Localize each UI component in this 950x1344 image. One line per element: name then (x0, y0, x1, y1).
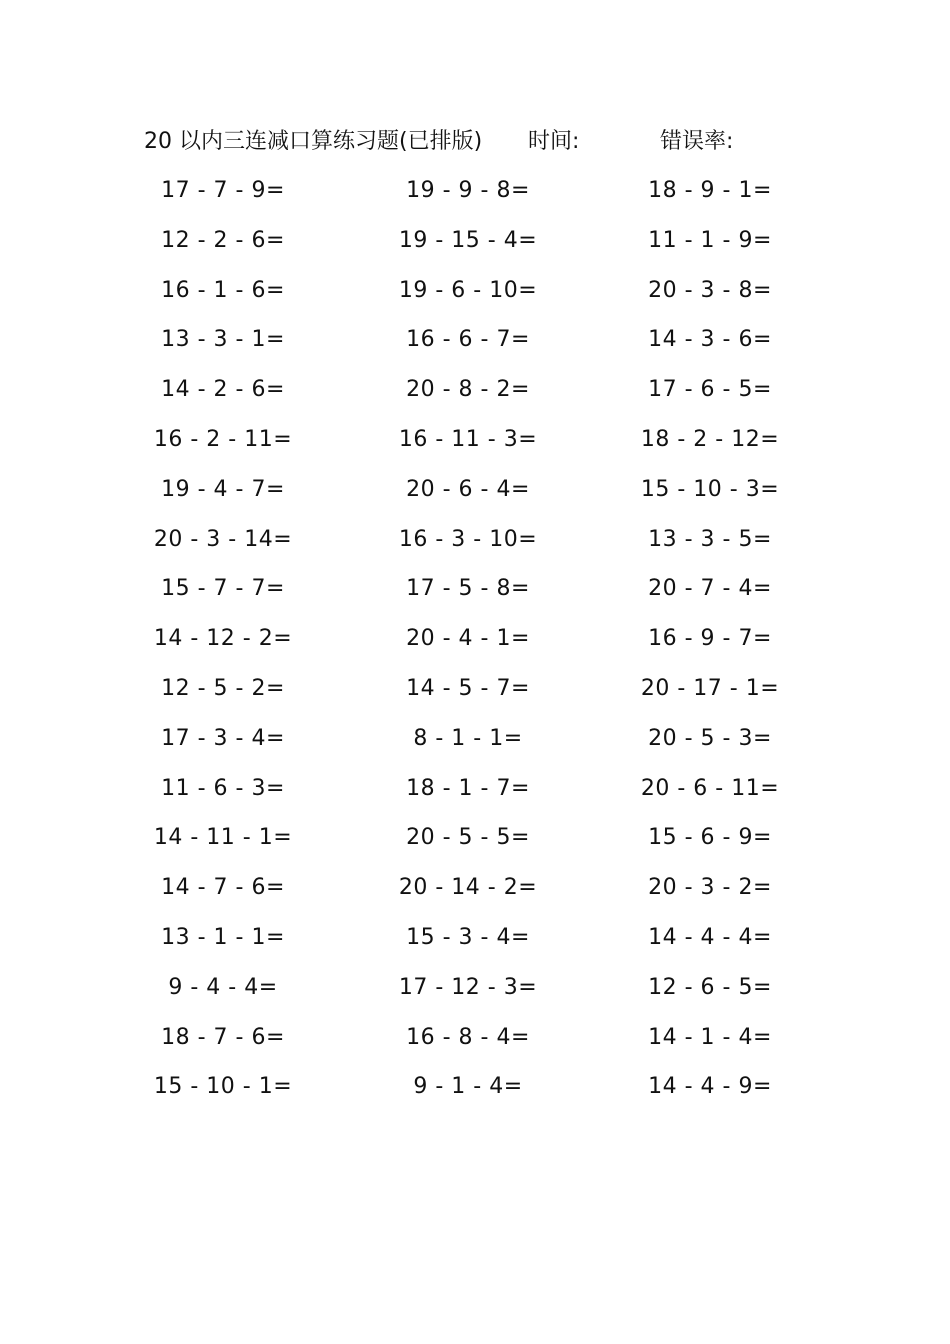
problem-item: 16 - 3 - 10= (398, 526, 538, 552)
problem-item: 13 - 3 - 1= (161, 327, 285, 353)
problem-item: 18 - 7 - 6= (161, 1024, 285, 1050)
problem-item: 14 - 1 - 4= (648, 1024, 772, 1050)
problem-row (0, 564, 950, 614)
problem-item: 17 - 7 - 9= (161, 178, 285, 203)
problem-item: 16 - 1 - 6= (161, 277, 285, 303)
problem-item: 12 - 6 - 5= (648, 974, 772, 1000)
problem-item: 18 - 2 - 12= (640, 426, 780, 452)
problem-item: 12 - 5 - 2= (161, 675, 285, 701)
problem-row (0, 515, 950, 565)
problem-item: 11 - 6 - 3= (161, 775, 285, 801)
problem-row (0, 216, 950, 266)
problem-item: 17 - 5 - 8= (406, 576, 530, 602)
problem-item: 14 - 5 - 7= (406, 675, 530, 701)
problem-item: 8 - 1 - 1= (413, 725, 523, 751)
problem-item: 14 - 4 - 4= (648, 924, 772, 950)
problem-item: 16 - 11 - 3= (398, 426, 538, 452)
problem-item: 19 - 4 - 7= (161, 476, 285, 502)
problem-item: 20 - 14 - 2= (398, 875, 538, 901)
problem-item: 16 - 9 - 7= (648, 626, 772, 652)
problem-item: 14 - 11 - 1= (153, 825, 293, 851)
problem-row (0, 1062, 950, 1112)
problem-row (0, 315, 950, 365)
problem-item: 19 - 6 - 10= (398, 277, 538, 303)
problem-item: 20 - 7 - 4= (648, 576, 772, 602)
problem-item: 14 - 7 - 6= (161, 875, 285, 901)
problem-item: 20 - 3 - 2= (648, 875, 772, 901)
problem-item: 15 - 6 - 9= (648, 825, 772, 851)
time-label: 时间: (528, 129, 580, 154)
problem-item: 14 - 4 - 9= (648, 1074, 772, 1100)
problem-item: 14 - 3 - 6= (648, 327, 772, 353)
problem-item: 16 - 2 - 11= (153, 426, 293, 452)
problem-item: 13 - 1 - 1= (161, 924, 285, 950)
problem-item: 14 - 12 - 2= (153, 626, 293, 652)
problem-row (0, 266, 950, 316)
problem-item: 15 - 7 - 7= (161, 576, 285, 602)
problem-row (0, 863, 950, 913)
problem-item: 11 - 1 - 9= (648, 227, 772, 253)
worksheet-header (144, 124, 824, 160)
problem-item: 20 - 8 - 2= (406, 377, 530, 403)
problem-item: 17 - 3 - 4= (161, 725, 285, 751)
problem-item: 20 - 6 - 4= (406, 476, 530, 502)
problem-row (0, 465, 950, 515)
worksheet-title: 20 以内三连减口算练习题(已排版) (144, 129, 483, 154)
problem-row (0, 714, 950, 764)
problem-item: 19 - 9 - 8= (406, 178, 530, 203)
problem-row (0, 1013, 950, 1063)
problem-item: 13 - 3 - 5= (648, 526, 772, 552)
problem-row (0, 813, 950, 863)
problem-row (0, 764, 950, 814)
problem-item: 12 - 2 - 6= (161, 227, 285, 253)
problem-item: 20 - 3 - 8= (648, 277, 772, 303)
problem-item: 16 - 8 - 4= (406, 1024, 530, 1050)
problem-row (0, 913, 950, 963)
problem-row (0, 365, 950, 415)
problem-item: 20 - 3 - 14= (153, 526, 293, 552)
problem-item: 20 - 5 - 3= (648, 725, 772, 751)
problem-item: 20 - 4 - 1= (406, 626, 530, 652)
problem-item: 20 - 17 - 1= (640, 675, 780, 701)
problem-item: 15 - 10 - 1= (153, 1074, 293, 1100)
problem-row (0, 963, 950, 1013)
problem-item: 14 - 2 - 6= (161, 377, 285, 403)
problem-item: 20 - 5 - 5= (406, 825, 530, 851)
problem-row (0, 614, 950, 664)
problem-item: 17 - 12 - 3= (398, 974, 538, 1000)
error-rate-label: 错误率: (660, 129, 734, 154)
problem-item: 20 - 6 - 11= (640, 775, 780, 801)
problem-row (0, 664, 950, 714)
problem-item: 15 - 3 - 4= (406, 924, 530, 950)
problem-row (0, 415, 950, 465)
problem-item: 15 - 10 - 3= (640, 476, 780, 502)
problem-grid (0, 166, 950, 1112)
problem-item: 18 - 1 - 7= (406, 775, 530, 801)
problem-item: 18 - 9 - 1= (648, 178, 772, 203)
problem-item: 17 - 6 - 5= (648, 377, 772, 403)
problem-item: 9 - 1 - 4= (413, 1074, 523, 1100)
problem-item: 9 - 4 - 4= (168, 974, 278, 1000)
problem-item: 16 - 6 - 7= (406, 327, 530, 353)
problem-row (0, 166, 950, 216)
problem-item: 19 - 15 - 4= (398, 227, 538, 253)
